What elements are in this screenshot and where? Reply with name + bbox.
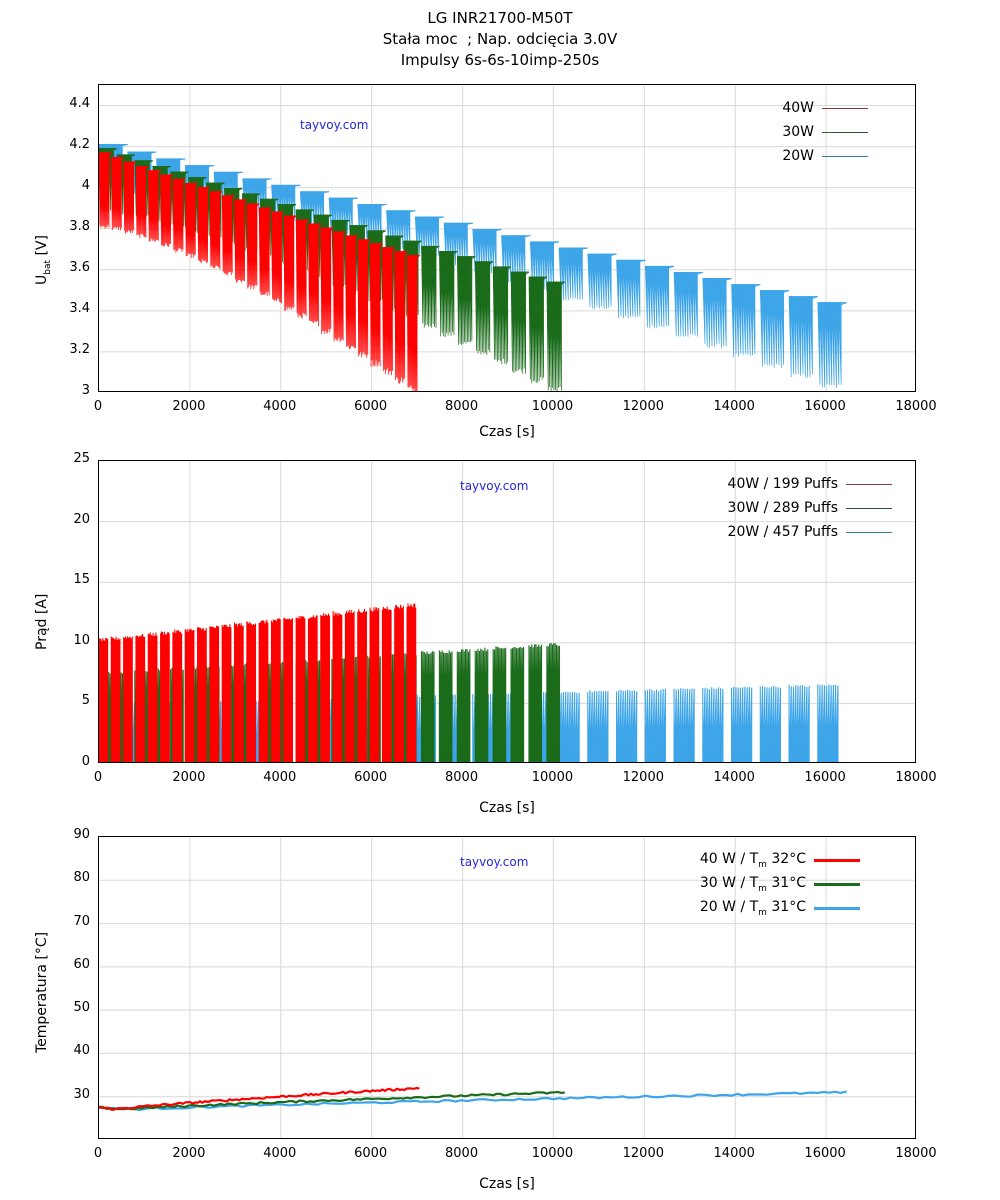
page-title	[0, 8, 1000, 71]
temperature-x-axis-label: Czas [s]	[479, 1176, 535, 1192]
y-tick-label: 5	[81, 693, 90, 709]
legend-item	[678, 848, 860, 872]
x-tick-label: 18000	[895, 770, 937, 785]
temperature-legend	[678, 848, 860, 920]
x-tick-label: 16000	[804, 1146, 846, 1161]
y-tick-label: 4.4	[69, 95, 90, 111]
legend-label: 40W / 199 Puffs	[727, 476, 838, 492]
x-tick-label: 14000	[713, 770, 755, 785]
legend-swatch	[822, 132, 868, 133]
x-tick-label: 14000	[713, 399, 755, 414]
x-tick-label: 2000	[172, 770, 206, 785]
y-tick-label: 10	[73, 632, 90, 648]
x-tick-label: 8000	[445, 770, 479, 785]
legend-label: 20W	[782, 148, 814, 164]
legend-swatch	[814, 883, 860, 886]
y-tick-label: 15	[73, 572, 90, 588]
x-tick-label: 18000	[895, 399, 937, 414]
y-tick-label: 3.8	[69, 218, 90, 234]
y-tick-label: 3	[81, 383, 90, 398]
legend-swatch	[846, 508, 892, 509]
legend-item	[692, 496, 892, 520]
x-tick-label: 8000	[445, 399, 479, 414]
y-tick-label: 20	[73, 511, 90, 527]
legend-swatch	[822, 156, 868, 157]
legend-swatch	[846, 532, 892, 533]
x-tick-label: 18000	[895, 1146, 937, 1161]
x-tick-label: 10000	[531, 399, 574, 414]
legend-swatch	[846, 484, 892, 485]
x-tick-label: 12000	[622, 770, 664, 785]
legend-item	[770, 96, 868, 120]
x-tick-label: 12000	[622, 1146, 664, 1161]
current-x-axis-label: Czas [s]	[479, 800, 535, 816]
y-tick-label: 30	[73, 1086, 90, 1102]
watermark-current: tayvoy.com	[460, 479, 529, 493]
y-tick-label: 3.4	[69, 300, 90, 316]
title-line-2: Stała moc ; Nap. odcięcia 3.0V	[382, 30, 618, 48]
x-tick-label: 2000	[172, 399, 206, 414]
y-tick-label: 25	[73, 451, 90, 466]
legend-swatch	[814, 907, 860, 910]
current-y-axis-label: Prąd [A]	[34, 593, 50, 650]
title-line-1: LG INR21700-M50T	[427, 9, 573, 27]
legend-label: 40 W / $T_m$ 32°C	[699, 850, 806, 870]
x-tick-label: 16000	[804, 399, 846, 414]
legend-swatch	[814, 859, 860, 862]
y-tick-label: 0	[81, 754, 90, 769]
x-tick-label: 0	[93, 399, 103, 414]
y-tick-label: 40	[73, 1043, 90, 1059]
x-tick-label: 8000	[445, 1146, 479, 1161]
legend-item	[692, 520, 892, 544]
legend-item	[770, 120, 868, 144]
legend-label: 30W / 289 Puffs	[727, 500, 838, 516]
legend-label: 20W / 457 Puffs	[727, 524, 838, 540]
legend-item	[770, 144, 868, 168]
x-tick-label: 4000	[263, 1146, 297, 1161]
legend-label: 30W	[782, 124, 814, 140]
legend-item	[678, 872, 860, 896]
voltage-x-axis-label: Czas [s]	[479, 424, 535, 440]
legend-item	[678, 896, 860, 920]
y-tick-label: 3.2	[69, 341, 90, 357]
y-tick-label: 70	[73, 913, 90, 929]
voltage-legend	[770, 96, 868, 168]
legend-label: 40W	[782, 100, 814, 116]
y-tick-label: 60	[73, 956, 90, 972]
temperature-y-axis-label: Temperatura [°C]	[34, 931, 50, 1053]
x-tick-label: 2000	[172, 1146, 206, 1161]
watermark-temperature: tayvoy.com	[460, 855, 529, 869]
y-tick-label: 80	[73, 870, 90, 886]
x-tick-label: 6000	[354, 399, 388, 414]
title-line-3: Impulsy 6s-6s-10imp-250s	[400, 51, 600, 69]
y-tick-label: 90	[73, 827, 90, 842]
watermark-voltage: tayvoy.com	[300, 118, 369, 132]
x-tick-label: 4000	[263, 770, 297, 785]
y-tick-label: 3.6	[69, 259, 90, 275]
x-tick-label: 16000	[804, 770, 846, 785]
legend-swatch	[822, 108, 868, 109]
x-tick-label: 0	[93, 770, 103, 785]
x-tick-label: 4000	[263, 399, 297, 414]
x-tick-label: 10000	[531, 1146, 574, 1161]
x-tick-label: 6000	[354, 1146, 388, 1161]
x-tick-label: 12000	[622, 399, 664, 414]
y-tick-label: 50	[73, 1000, 90, 1016]
y-tick-label: 4.2	[69, 136, 90, 152]
legend-item	[692, 472, 892, 496]
y-tick-label: 4	[81, 177, 90, 193]
legend-label: 30 W / $T_m$ 31°C	[699, 874, 806, 894]
legend-label: 20 W / $T_m$ 31°C	[699, 898, 806, 918]
voltage-y-axis-label: $U_{bat}$ [V]	[34, 235, 53, 285]
x-tick-label: 6000	[354, 770, 388, 785]
x-tick-label: 10000	[531, 770, 574, 785]
x-tick-label: 0	[93, 1146, 103, 1161]
current-legend	[692, 472, 892, 544]
x-tick-label: 14000	[713, 1146, 755, 1161]
